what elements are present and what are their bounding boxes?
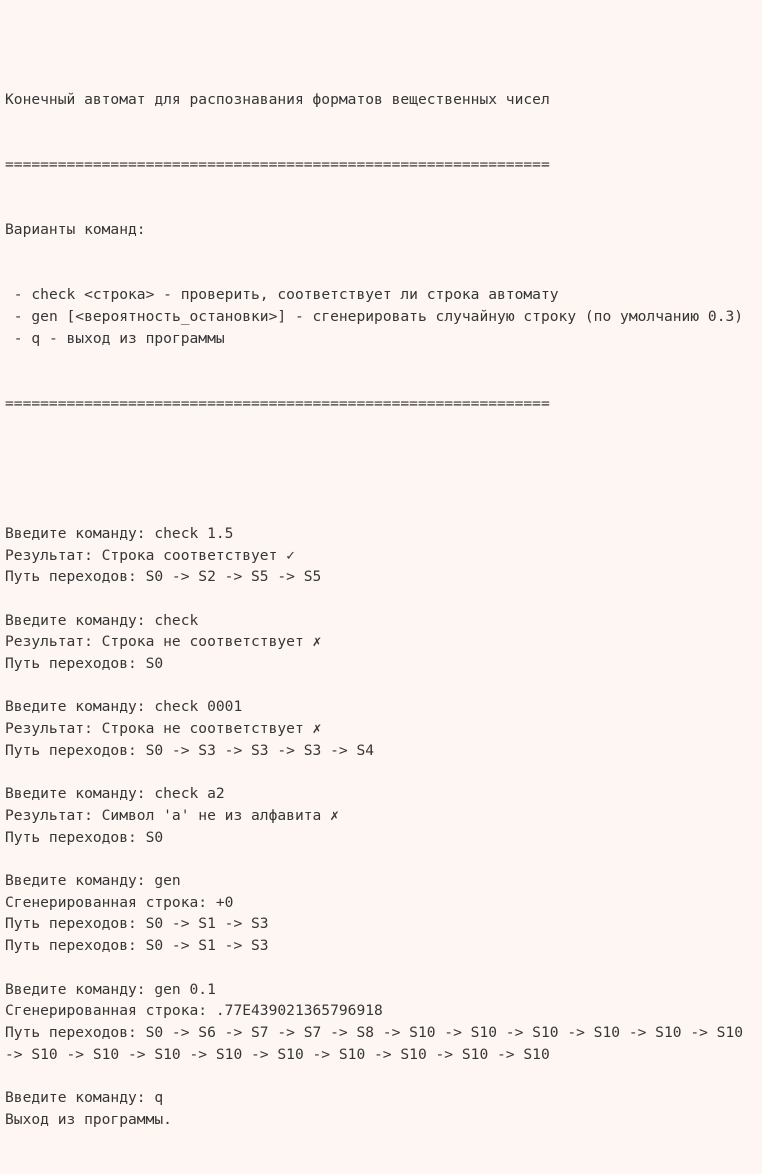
separator-bottom: ============================================================== xyxy=(5,394,550,412)
console-line: Результат: Строка не соответствует ✗ xyxy=(5,633,322,651)
console-line: Введите команду: check a2 xyxy=(5,785,225,803)
session-block xyxy=(5,696,757,761)
sessions-container xyxy=(5,523,757,1131)
console-line: Путь переходов: S0 -> S2 -> S5 -> S5 xyxy=(5,568,322,586)
console-title: Конечный автомат для распознавания форматов вещественных чисел xyxy=(5,90,550,108)
session-block xyxy=(5,1087,757,1130)
console-line: Путь переходов: S0 -> S6 -> S7 -> S7 -> S8 -> S10 -> S10 -> S10 -> S10 -> S10 -> S10 -> S10 -> S10 -> S10 -> S10 -> S10 -> S10 -> S10 -> S10 -> S10 xyxy=(5,1023,752,1063)
session-block xyxy=(5,523,757,588)
console-line: Введите команду: gen 0.1 xyxy=(5,980,216,998)
separator-top: ============================================================== xyxy=(5,155,550,173)
console-line: Выход из программы. xyxy=(5,1110,172,1128)
console-line: Результат: Символ 'a' не из алфавита ✗ xyxy=(5,806,339,824)
console-line: Введите команду: check 0001 xyxy=(5,698,243,716)
console-line: Путь переходов: S0 -> S1 -> S3 xyxy=(5,915,269,933)
command-help-item: - gen [<вероятность_остановки>] - сгенерировать случайную строку (по умолчанию 0.3) xyxy=(5,307,744,325)
session-block xyxy=(5,610,757,675)
console-line: Введите команду: q xyxy=(5,1089,164,1107)
console-line: Сгенерированная строка: +0 xyxy=(5,893,234,911)
command-help-item: - check <строка> - проверить, соответствует ли строка автомату xyxy=(5,286,559,304)
command-help-list xyxy=(5,284,757,349)
console-line: Результат: Строка не соответствует ✗ xyxy=(5,720,322,738)
console-line: Путь переходов: S0 -> S1 -> S3 xyxy=(5,937,269,955)
console-line: Введите команду: check xyxy=(5,611,199,629)
console-line: Путь переходов: S0 xyxy=(5,828,164,846)
session-block xyxy=(5,783,757,848)
command-help-item: - q - выход из программы xyxy=(5,329,225,347)
console-line: Введите команду: check 1.5 xyxy=(5,524,234,542)
header-block xyxy=(5,45,757,457)
console-line: Введите команду: gen xyxy=(5,872,181,890)
commands-heading: Варианты команд: xyxy=(5,221,146,239)
session-block xyxy=(5,979,757,1066)
session-block xyxy=(5,870,757,957)
console-line: Результат: Строка соответствует ✓ xyxy=(5,546,295,564)
console-line: Путь переходов: S0 xyxy=(5,655,164,673)
console-line: Путь переходов: S0 -> S3 -> S3 -> S3 -> S4 xyxy=(5,741,375,759)
console-line: Сгенерированная строка: .77E439021365796918 xyxy=(5,1002,383,1020)
